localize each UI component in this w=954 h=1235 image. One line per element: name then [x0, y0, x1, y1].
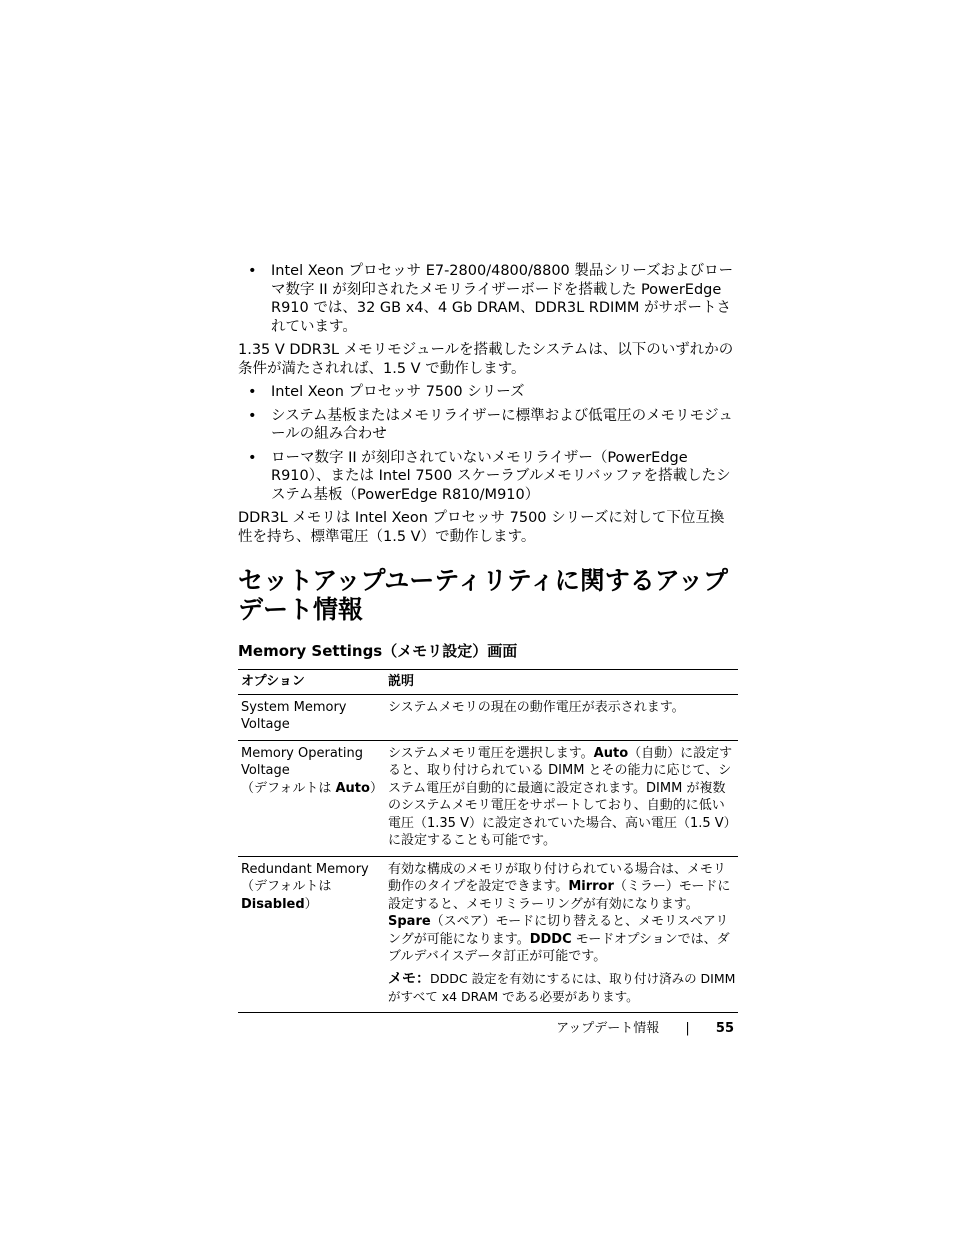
- note-text: DDDC 設定を有効にするには、取り付け済みの DIMM がすべて x4 DRAM である必要があります。: [388, 970, 736, 1004]
- table-row: [238, 694, 738, 740]
- footer-separator: |: [685, 1021, 690, 1036]
- description-text: （ミラー）モードに設定すると、メモリミラーリングが有効になります。: [388, 879, 731, 912]
- list-item: • システム基板またはメモリライザーに標準および低電圧のメモリモジュールの組み合わせ: [238, 407, 738, 444]
- default-value: Disabled: [241, 896, 305, 912]
- keyword-auto: Auto: [593, 745, 629, 761]
- option-cell: [238, 694, 385, 740]
- keyword-mirror: Mirror: [568, 879, 614, 894]
- note: [388, 970, 736, 1006]
- keyword-dddc: DDDC: [529, 931, 572, 947]
- list-item: • Intel Xeon プロセッサ E7-2800/4800/8800 製品シリーズおよびローマ数字 II が刻印されたメモリライザーボードを搭載した PowerEdge R910 では、32 GB x4、4 Gb DRAM、DDR3L RDIMM がサポートされています。: [238, 262, 738, 336]
- bullet-list-conditions: [238, 383, 738, 504]
- description-text: 有効な構成のメモリが取り付けられている場合は、メモリ動作のタイプを設定できます。: [388, 861, 727, 894]
- footer-section-title: アップデート情報: [556, 1021, 660, 1036]
- description-text: システムメモリの現在の動作電圧が表示されます。: [388, 699, 685, 715]
- default-suffix: ）: [304, 896, 318, 912]
- option-name: Memory Operating Voltage: [241, 745, 363, 778]
- page-footer: [556, 1017, 734, 1036]
- subsection-heading: Memory Settings（メモリ設定）画面: [238, 642, 518, 660]
- default-suffix: ）: [369, 780, 383, 796]
- description-cell: [385, 856, 738, 1012]
- option-name: System Memory Voltage: [241, 699, 347, 732]
- column-header-description: 説明: [388, 674, 415, 689]
- description-text: システムメモリ電圧を選択します。: [388, 745, 594, 761]
- note-label: メモ：: [388, 970, 430, 987]
- description-text: モードオプションでは、ダブルデバイスデータ訂正が可能です。: [388, 931, 730, 964]
- paragraph-backward-compat: DDR3L メモリは Intel Xeon プロセッサ 7500 シリーズに対して下位互換性を持ち、標準電圧（1.5 V）で動作します。: [238, 510, 725, 545]
- table-header-row: [238, 670, 738, 695]
- page-content: [238, 258, 738, 1013]
- table-row: [238, 856, 738, 1012]
- page-number: 55: [715, 1021, 734, 1036]
- option-cell: [238, 856, 385, 1012]
- default-value: Auto: [335, 780, 370, 796]
- option-name: Redundant Memory: [241, 861, 369, 877]
- default-prefix: （デフォルトは: [241, 780, 336, 796]
- option-default: [241, 781, 383, 796]
- section-heading: セットアップユーティリティに関するアップデート情報: [238, 566, 729, 624]
- bullet-list-top: [238, 262, 738, 336]
- description-paragraph: [388, 861, 736, 966]
- description-text: （スペア）モードに切り替えると、メモリスペアリングが可能になります。: [388, 914, 729, 947]
- column-header-option: オプション: [241, 674, 305, 689]
- memory-settings-table: [238, 669, 738, 1013]
- description-cell: [385, 740, 738, 856]
- list-item: • ローマ数字 II が刻印されていないメモリライザー（PowerEdge R910）、または Intel 7500 スケーラブルメモリバッファを搭載したシステム基板（PowerEdge R810/M910）: [238, 449, 738, 505]
- default-prefix: （デフォルトは: [241, 879, 332, 894]
- paragraph-voltage-conditions: 1.35 V DDR3L メモリモジュールを搭載したシステムは、以下のいずれかの条件が満たされれば、1.5 V で動作します。: [238, 342, 734, 377]
- option-cell: [238, 740, 385, 856]
- description-text: （自動）に設定すると、取り付けられている DIMM とその能力に応じて、システム電圧が自動的に最適に設定されます。DIMM が複数のシステムメモリ電圧をサポートしており、自動的に低い電圧（1.35 V）に設定されていた場合、高い電圧（1.5 V）に設定することも可能です。: [388, 745, 733, 848]
- table-row: [238, 740, 738, 856]
- description-cell: [385, 694, 738, 740]
- keyword-spare: Spare: [388, 914, 431, 929]
- list-item: • Intel Xeon プロセッサ 7500 シリーズ: [238, 383, 738, 402]
